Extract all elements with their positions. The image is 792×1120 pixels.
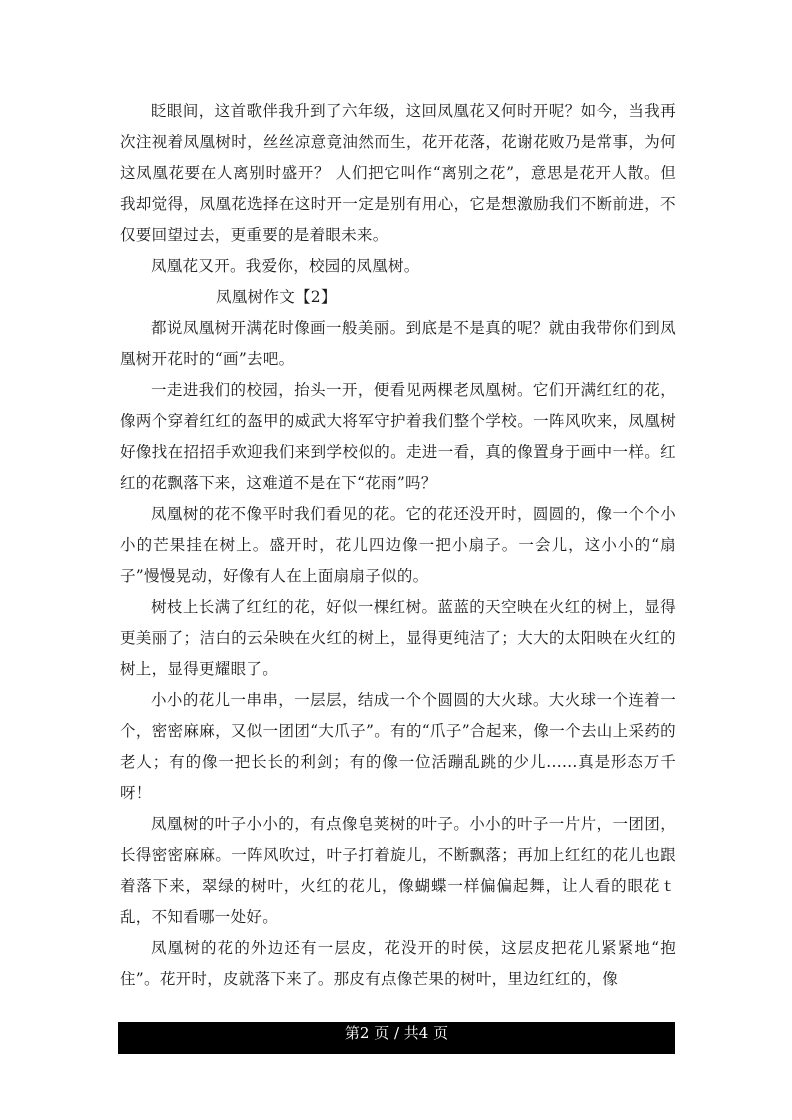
document-body	[120, 96, 676, 995]
page-footer	[118, 1022, 675, 1054]
paragraph: 凤凰树的花的外边还有一层皮，花没开的时侯，这层皮把花儿紧紧地“抱住”。花开时，皮就落下来了。那皮有点像芒果的树叶，里边红红的，像	[120, 939, 676, 988]
paragraph: 凤凰树的花不像平时我们看见的花。它的花还没开时，圆圆的，像一个个小小的芒果挂在树上。盛开时，花儿四边像一把小扇子。一会儿，这小小的“扇子”慢慢晃动，好像有人在上面扇扇子似的。	[120, 505, 676, 585]
page-number-label: 第2 页 / 共4 页	[344, 1024, 449, 1042]
paragraph: 凤凰树的叶子小小的，有点像皂荚树的叶子。小小的叶子一片片，一团团，长得密密麻麻。一阵风吹过，叶子打着旋儿，不断飘落；再加上红红的花儿也跟着落下来，翠绿的树叶，火红的花儿，像蝴蝶一样偏偏起舞，让人看的眼花ｔ乱，不知看哪一处好。	[120, 815, 676, 926]
paragraph: 都说凤凰树开满花时像画一般美丽。到底是不是真的呢？就由我带你们到凤凰树开花时的“画”去吧。	[120, 319, 676, 368]
paragraph: 眨眼间，这首歌伴我升到了六年级，这回凤凰花又何时开呢？如今，当我再次注视着凤凰树时，丝丝凉意竟油然而生，花开花落，花谢花败乃是常事，为何这凤凰花要在人离别时盛开？ 人们把它叫作“离别之花”，意思是花开人散。但我却觉得，凤凰花选择在这时开一定是别有用心，它是想激励我们不断前进，不仅要回望过去，更重要的是着眼未来。	[120, 102, 676, 244]
paragraph: 树枝上长满了红红的花，好似一棵红树。蓝蓝的天空映在火红的树上，显得更美丽了；洁白的云朵映在火红的树上，显得更纯洁了；大大的太阳映在火红的树上，显得更耀眼了。	[120, 598, 676, 678]
paragraph: 凤凰花又开。我爱你，校园的凤凰树。	[151, 257, 420, 275]
paragraph: 小小的花儿一串串，一层层，结成一个个圆圆的大火球。大火球一个连着一个，密密麻麻，又似一团团“大爪子”。有的“爪子”合起来，像一个去山上采药的老人；有的像一把长长的利剑；有的像一位活蹦乱跳的少儿......真是形态万千呀！	[120, 691, 676, 802]
section-subtitle: 凤凰树作文【2】	[216, 288, 337, 306]
paragraph: 一走进我们的校园，抬头一开，便看见两棵老凤凰树。它们开满红红的花，像两个穿着红红的盔甲的威武大将军守护着我们整个学校。一阵风吹来，凤凰树好像找在招招手欢迎我们来到学校似的。走进一看，真的像置身于画中一样。红红的花飘落下来，这难道不是在下“花雨”吗？	[120, 381, 676, 492]
